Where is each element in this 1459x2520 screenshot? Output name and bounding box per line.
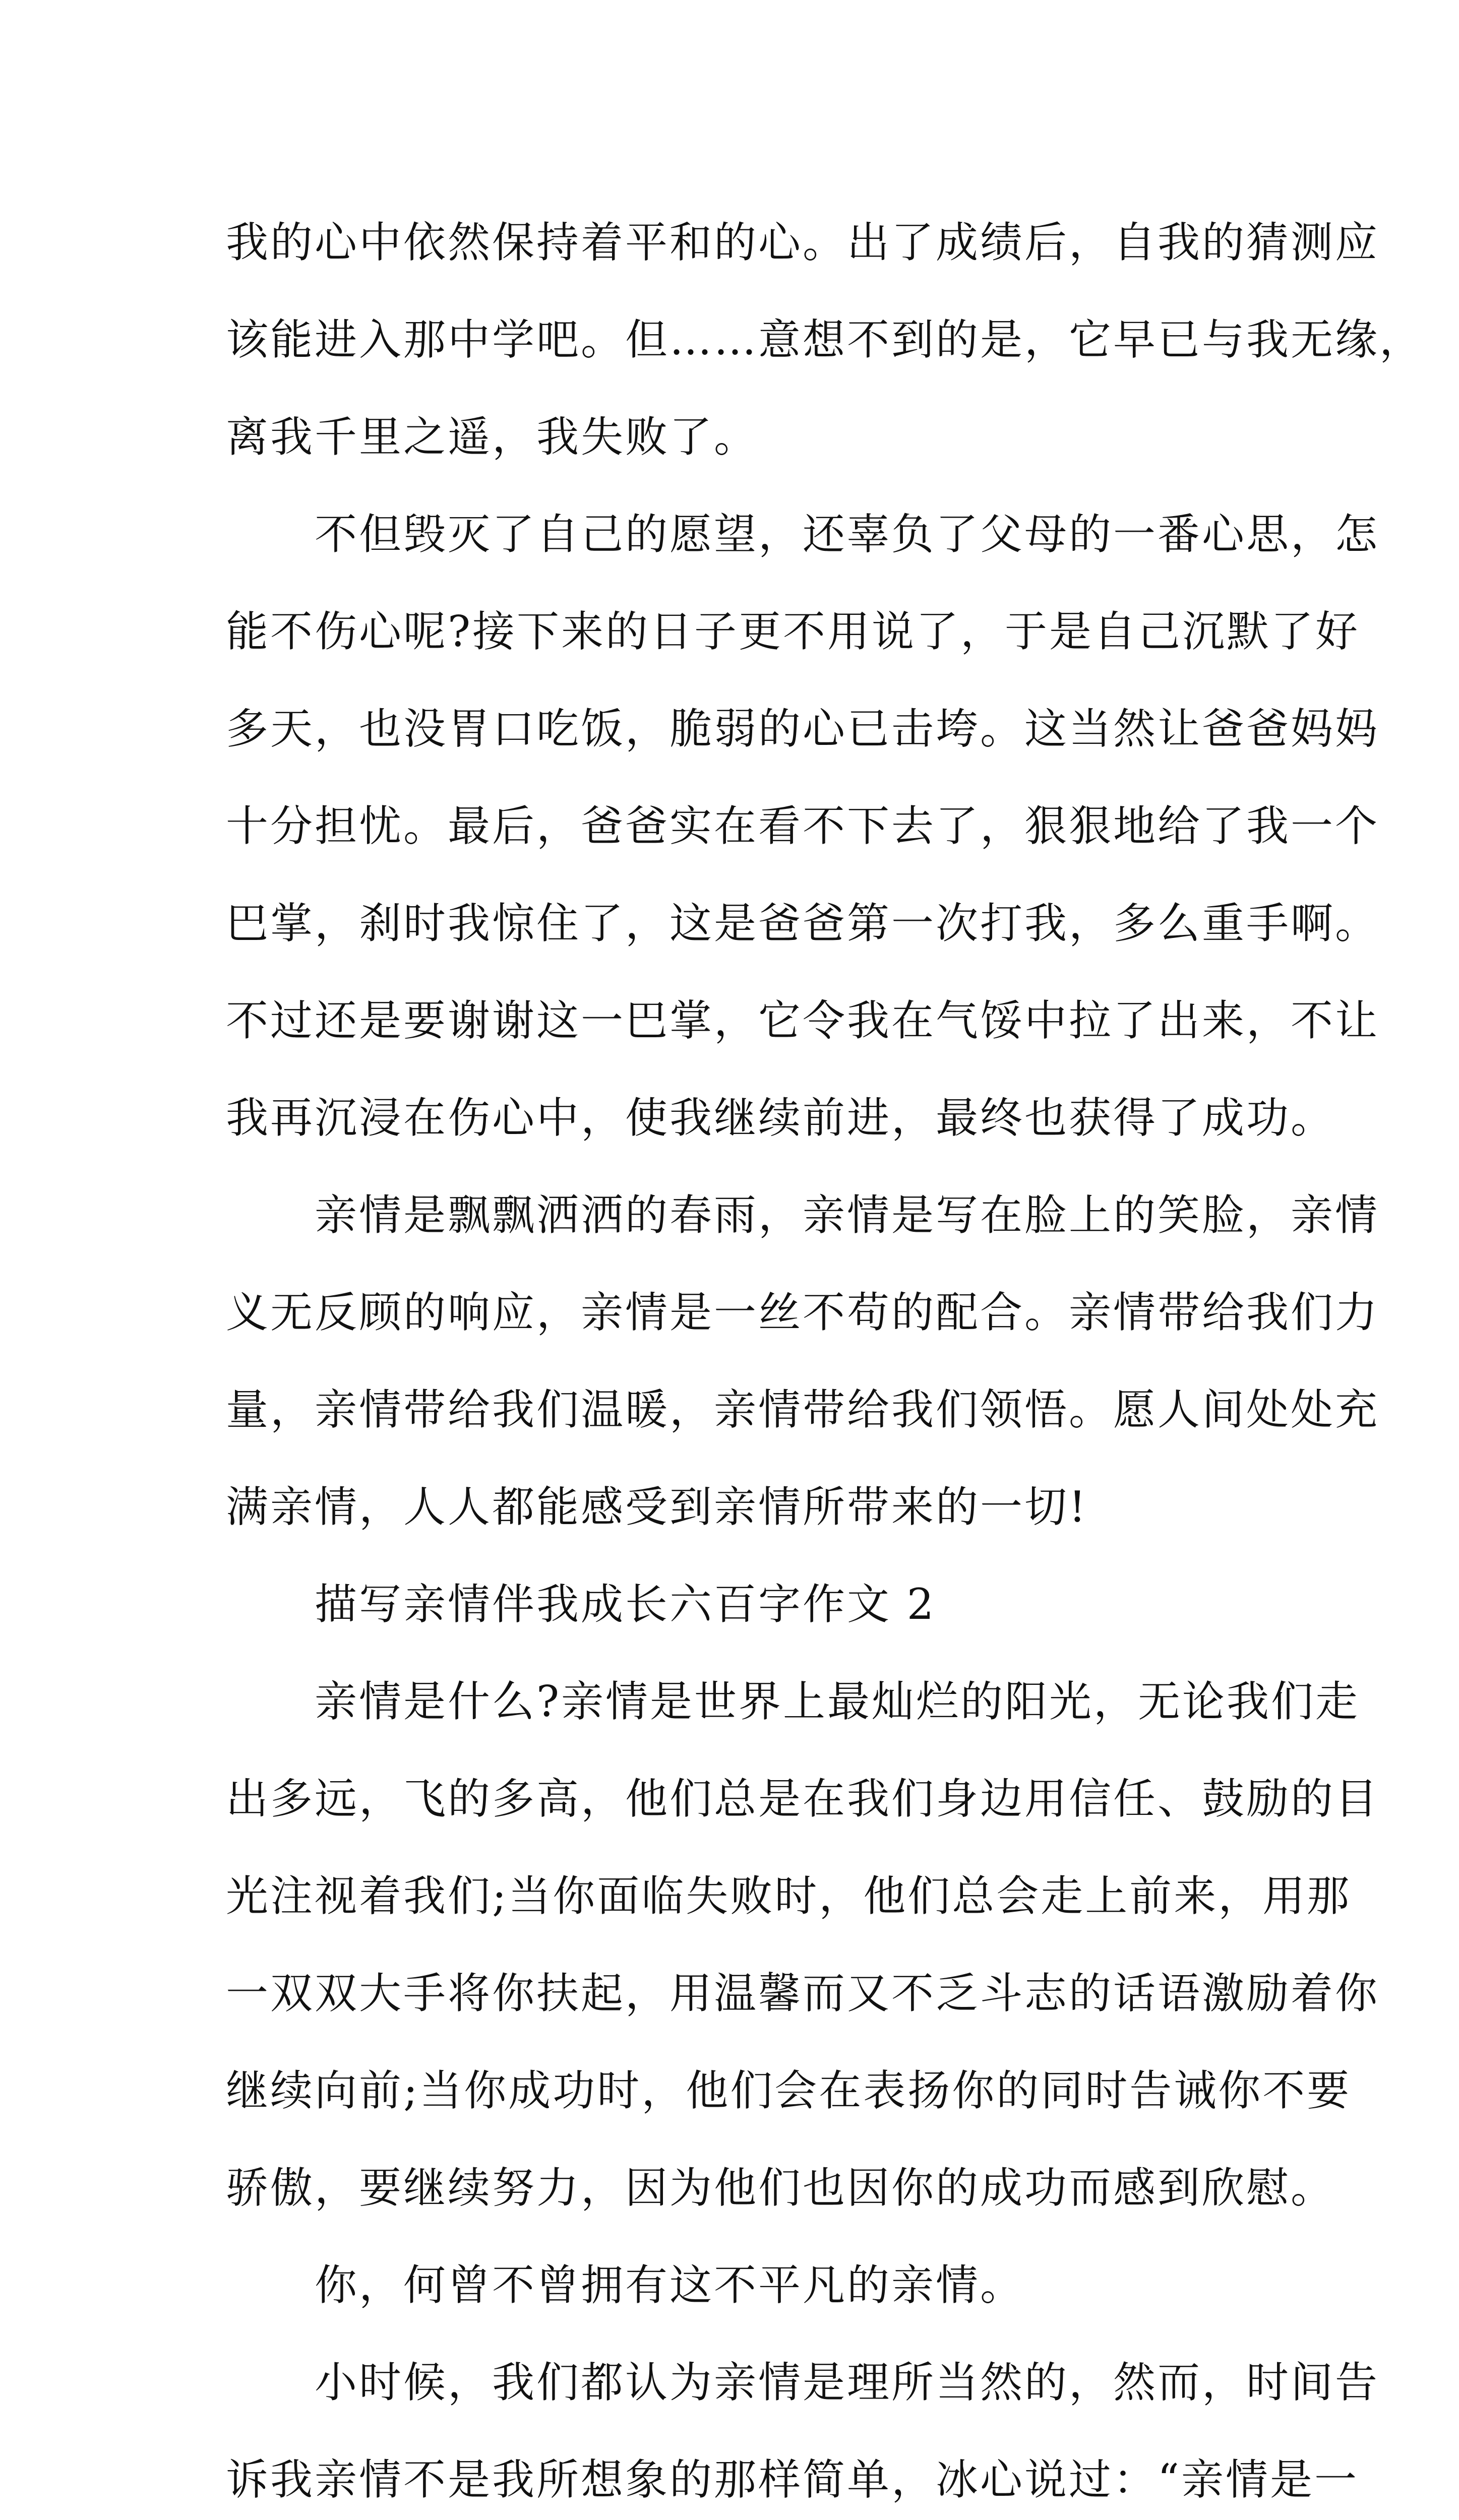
- text-line: 该能进入那中学吧。但……意想不到的是，它早已与我无缘，: [226, 315, 1424, 364]
- text-line: 一双双大手将你扶起，用温馨而又不乏斗志的话语激励着你: [226, 1969, 1380, 2018]
- text-line: 量，亲情带给我们温暖，亲情带给我们领悟。愿人间处处充: [226, 1385, 1380, 1434]
- section-heading: 描写亲情伴我成长六百字作文 2: [226, 1580, 936, 1629]
- text-line: 我的心中依然保持着平和的心。出了成绩后，自我的猜测应: [226, 218, 1380, 267]
- text-line: 巴掌，刹时我惊住了，这是爸爸第一次打我，多么重手啊。: [226, 899, 1380, 948]
- text-line: 出多远，飞的多高，他们总是在我们身边用信任、鼓励的目: [226, 1774, 1380, 1823]
- text-line: 满亲情，人人都能感受到亲情所带来的一切!: [226, 1482, 1088, 1532]
- text-line: 离我千里之遥，我失败了。: [226, 412, 759, 462]
- text-line: 继续向前;当你成功时，他们会在表扬你的同时告诫你不要: [226, 2066, 1352, 2115]
- text-line: 骄傲，要继续努力，因为他们也因你的成功而感到欣慰。: [226, 2163, 1335, 2213]
- text-line: 亲情是什么?亲情是世界上最灿烂的阳光，无论我们走: [226, 1677, 1360, 1726]
- text-line: 光注视着我们;当你面临失败时，他们总会走上前来，用那: [226, 1871, 1352, 1921]
- text-line: 不过还是要谢谢这一巴掌，它令我在气馁中拉了出来，不让: [226, 996, 1380, 1045]
- text-line: 亲情是飘飘洒洒的春雨，亲情是写在脸上的笑脸，亲情: [226, 1190, 1380, 1240]
- document-body: [226, 194, 1424, 2520]
- text-line: 我再沉浸在伤心中，使我继续前进，最终也获得了成功。: [226, 1093, 1335, 1143]
- text-line: 不但毁灭了自己的愿望，还辜负了父母的一番心思，怎: [226, 510, 1380, 559]
- text-line: 多天，也没胃口吃饭，脆弱的心已击垮。这当然让爸爸妈妈: [226, 704, 1380, 753]
- text-line: 小时候，我们都认为亲情是理所当然的，然而，时间告: [226, 2358, 1380, 2407]
- text-line: 能不伤心呢?接下来的日子更不用说了，于是自己沉默了好: [226, 607, 1360, 656]
- text-line: 义无反顾的响应，亲情是一丝不苟的配合。亲情带给我们力: [226, 1288, 1380, 1337]
- text-line: 十分担忧。最后，爸爸实在看不下去了，狠狠地给了我一个: [226, 801, 1380, 851]
- text-line: 诉我亲情不是我所想象的那样简单，冰心说过：“亲情是一: [226, 2455, 1359, 2504]
- text-line: 你，何曾不曾拥有这不平凡的亲情。: [226, 2260, 1025, 2310]
